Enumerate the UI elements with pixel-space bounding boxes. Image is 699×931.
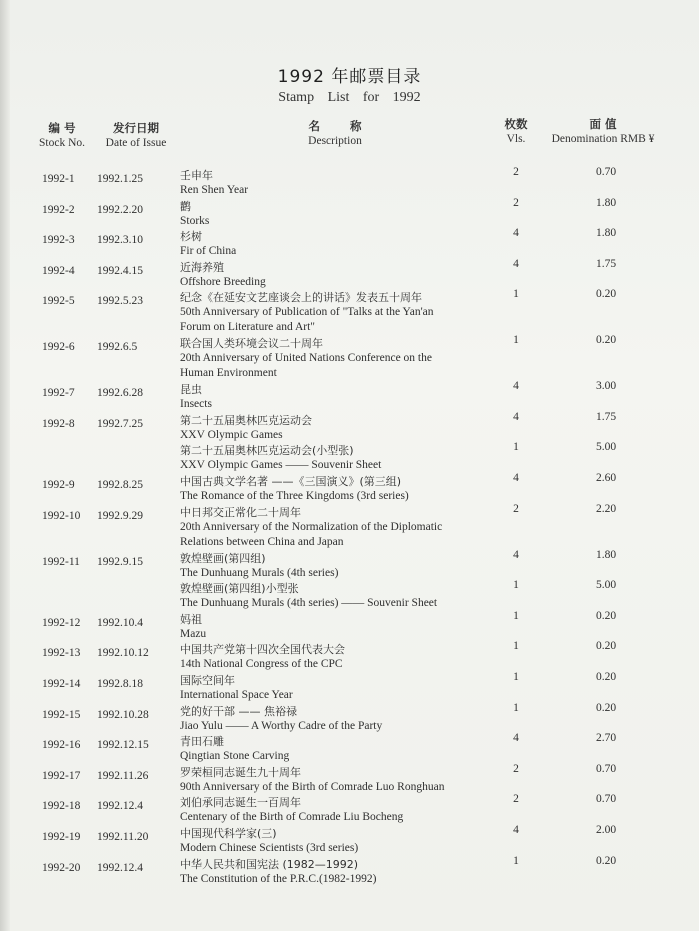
description-en: Centenary of the Birth of Comrade Liu Bocheng [180,811,404,824]
denomination: 1.80 [595,196,617,209]
stock-number: 1992-4 [42,264,75,277]
issue-date: 1992.4.15 [97,264,143,277]
issue-date: 1992.10.28 [97,708,149,721]
stamp-description [180,505,530,550]
denomination: 0.20 [595,854,617,867]
header-desc-cn: 名 称 [308,119,362,133]
stock-number: 1992-10 [42,509,81,522]
denomination: 2.20 [595,502,617,515]
denomination: 5.00 [595,441,617,454]
issue-date: 1992.12.4 [97,800,143,813]
header-date-cn: 发行日期 [113,121,159,135]
description-en: Relations between China and Japan [180,535,344,548]
description-en: 90th Anniversary of the Birth of Comrade Luo Ronghuan [180,780,445,793]
description-cn: 敦煌壁画(第四组)小型张 [180,582,299,596]
stamp-description [180,734,530,764]
stamp-description [180,765,530,795]
denomination: 2.00 [595,823,617,836]
description-en: The Dunhuang Murals (4th series) [180,566,339,579]
description-cn: 昆虫 [180,383,202,397]
stamp-count: 1 [513,670,519,683]
denomination: 1.80 [595,227,617,240]
stamp-count: 1 [513,609,519,622]
description-en: The Constitution of the P.R.C.(1982-1992) [180,872,377,885]
page-title-en: Stamp List for 1992 [278,90,421,105]
description-en: 20th Anniversary of United Nations Conference on the [180,352,432,365]
denomination: 1.80 [595,548,617,561]
denomination: 0.70 [595,793,617,806]
denomination: 0.20 [595,640,617,653]
header-den [538,117,668,147]
description-en: 14th National Congress of the CPC [180,658,343,671]
description-en: XXV Olympic Games [180,428,283,441]
denomination: 0.20 [595,288,617,301]
denomination: 1.75 [595,410,617,423]
stamp-description [180,474,530,504]
denomination: 5.00 [595,579,617,592]
description-en: Forum on Literature and Art" [180,321,315,334]
issue-date: 1992.11.20 [97,830,149,843]
stock-number: 1992-2 [42,203,75,216]
stock-number: 1992-6 [42,341,75,354]
stock-number: 1992-17 [42,769,81,782]
stamp-count: 4 [513,257,519,270]
stamp-count: 2 [513,762,519,775]
issue-date: 1992.9.15 [97,555,143,568]
stamp-count: 4 [513,227,519,240]
description-cn: 鹳 [180,199,191,213]
denomination: 0.20 [595,334,617,347]
stock-number: 1992-15 [42,708,81,721]
stock-number: 1992-1 [42,173,75,185]
header-desc [300,119,370,149]
stamp-count: 4 [513,410,519,423]
description-en: XXV Olympic Games —— Souvenir Sheet [180,459,382,472]
description-en: Jiao Yulu —— A Worthy Cadre of the Party [180,719,383,732]
description-en: International Space Year [180,688,293,701]
denomination: 0.20 [595,701,617,714]
description-cn: 党的好干部 —— 焦裕禄 [180,704,297,718]
description-cn: 联合国人类环境会议二十周年 [180,337,323,351]
stamp-count: 1 [513,334,519,347]
issue-date: 1992.1.25 [97,173,143,185]
stamp-description [180,704,530,734]
page-edge [0,0,10,931]
stamp-count: 1 [513,288,519,301]
stamp-description [180,551,530,581]
description-en: Insects [180,398,212,411]
stamp-description [180,826,530,856]
issue-date: 1992.12.4 [97,861,143,874]
description-cn: 中华人民共和国宪法 (1982—1992) [180,857,359,871]
description-cn: 纪念《在延安文艺座谈会上的讲话》发表五十周年 [180,291,422,305]
description-cn: 国际空间年 [180,673,235,687]
header-den-cn: 面 值 [589,117,617,131]
stock-number: 1992-19 [42,830,81,843]
stamp-description [180,857,530,887]
issue-date: 1992.6.28 [97,387,143,400]
description-cn: 中国共产党第十四次全国代表大会 [180,643,345,657]
stock-number: 1992-7 [42,387,75,400]
description-cn: 罗荣桓同志诞生九十周年 [180,765,301,779]
stamp-count: 2 [513,502,519,515]
description-en: Storks [180,214,210,227]
denomination: 0.20 [595,609,617,622]
stamp-description [180,382,530,412]
header-den-en: Denomination RMB ¥ [551,133,655,145]
stamp-count: 1 [513,640,519,653]
stamp-description [180,581,530,611]
stamp-description [180,443,530,473]
stamp-description [180,336,530,381]
description-en: 50th Anniversary of Publication of "Talks at the Yan'an [180,306,434,319]
issue-date: 1992.2.20 [97,203,143,216]
description-cn: 第二十五届奥林匹克运动会(小型张) [180,444,354,458]
description-cn: 妈祖 [180,612,202,626]
description-cn: 近海养殖 [180,260,224,274]
header-stock-en: Stock No. [39,137,85,149]
stamp-count: 4 [513,548,519,561]
description-en: Mazu [180,627,207,640]
description-en: Qingtian Stone Carving [180,750,290,763]
stamp-count: 1 [513,579,519,592]
denomination: 1.75 [595,257,617,270]
issue-date: 1992.7.25 [97,417,143,430]
description-en: The Romance of the Three Kingdoms (3rd series) [180,490,409,502]
stamp-description [180,199,530,229]
stamp-description [180,795,530,825]
denomination: 0.70 [595,166,617,178]
denomination: 3.00 [595,380,617,393]
stock-number: 1992-3 [42,234,75,247]
stamp-description [180,612,530,642]
issue-date: 1992.6.5 [97,341,138,354]
denomination: 0.70 [595,762,617,775]
stock-number: 1992-14 [42,677,81,690]
description-en: Modern Chinese Scientists (3rd series) [180,841,359,854]
stock-number: 1992-11 [42,555,80,568]
header-desc-en: Description [308,135,362,147]
description-cn: 刘伯承同志诞生一百周年 [180,796,301,810]
stamp-count: 4 [513,732,519,745]
header-date-en: Date of Issue [105,137,167,149]
denomination: 0.20 [595,670,617,683]
description-en: Human Environment [180,367,277,380]
description-cn: 杉树 [180,230,202,244]
stamp-description [180,642,530,672]
description-cn: 第二十五届奥林匹克运动会 [180,413,312,427]
stamp-count: 1 [513,701,519,714]
stock-number: 1992-16 [42,739,81,752]
stamp-count: 1 [513,854,519,867]
stock-number: 1992-9 [42,479,75,491]
stock-number: 1992-8 [42,417,75,430]
stamp-description [180,413,530,443]
stamp-description [180,229,530,259]
stamp-count: 2 [513,166,519,178]
issue-date: 1992.9.29 [97,509,143,522]
stock-number: 1992-12 [42,616,81,629]
stamp-description [180,673,530,703]
header-stock-cn: 编 号 [48,121,76,135]
stamp-count: 2 [513,196,519,209]
stamp-count: 4 [513,472,519,484]
header-date [100,121,172,151]
issue-date: 1992.10.12 [97,647,149,660]
description-en: Fir of China [180,245,237,258]
description-cn: 中日邦交正常化二十周年 [180,505,301,519]
issue-date: 1992.3.10 [97,234,143,247]
stock-number: 1992-18 [42,800,81,813]
description-cn: 壬申年 [180,169,213,182]
stamp-description [180,260,530,290]
stock-number: 1992-5 [42,295,75,308]
stamp-description [180,168,530,198]
stamp-count: 4 [513,823,519,836]
denomination: 2.60 [595,472,617,484]
description-cn: 中国古典文学名著 ——《三国演义》(第三组) [180,475,402,488]
description-en: 20th Anniversary of the Normalization of the Diplomatic [180,520,443,533]
issue-date: 1992.8.18 [97,677,143,690]
page-title-cn: 1992 年邮票目录 [277,67,422,87]
stamp-count: 1 [513,441,519,454]
description-en: The Dunhuang Murals (4th series) —— Souvenir Sheet [180,597,438,610]
description-cn: 青田石雕 [180,735,224,749]
issue-date: 1992.8.25 [97,479,143,491]
issue-date: 1992.5.23 [97,295,143,308]
header-vls-cn: 枚数 [504,117,528,131]
header-vls-en: Vls. [506,133,526,145]
header-stock [34,121,90,151]
stamp-description [180,290,530,335]
issue-date: 1992.10.4 [97,616,143,629]
denomination: 2.70 [595,732,617,745]
issue-date: 1992.12.15 [97,739,149,752]
stamp-count: 2 [513,793,519,806]
description-en: Ren Shen Year [180,184,249,196]
issue-date: 1992.11.26 [97,769,149,782]
stock-number: 1992-13 [42,647,81,660]
description-cn: 中国现代科学家(三) [180,826,277,840]
stock-number: 1992-20 [42,861,81,874]
description-en: Offshore Breeding [180,275,266,288]
description-cn: 敦煌壁画(第四组) [180,551,266,565]
stamp-count: 4 [513,380,519,393]
header-vls [498,117,534,147]
